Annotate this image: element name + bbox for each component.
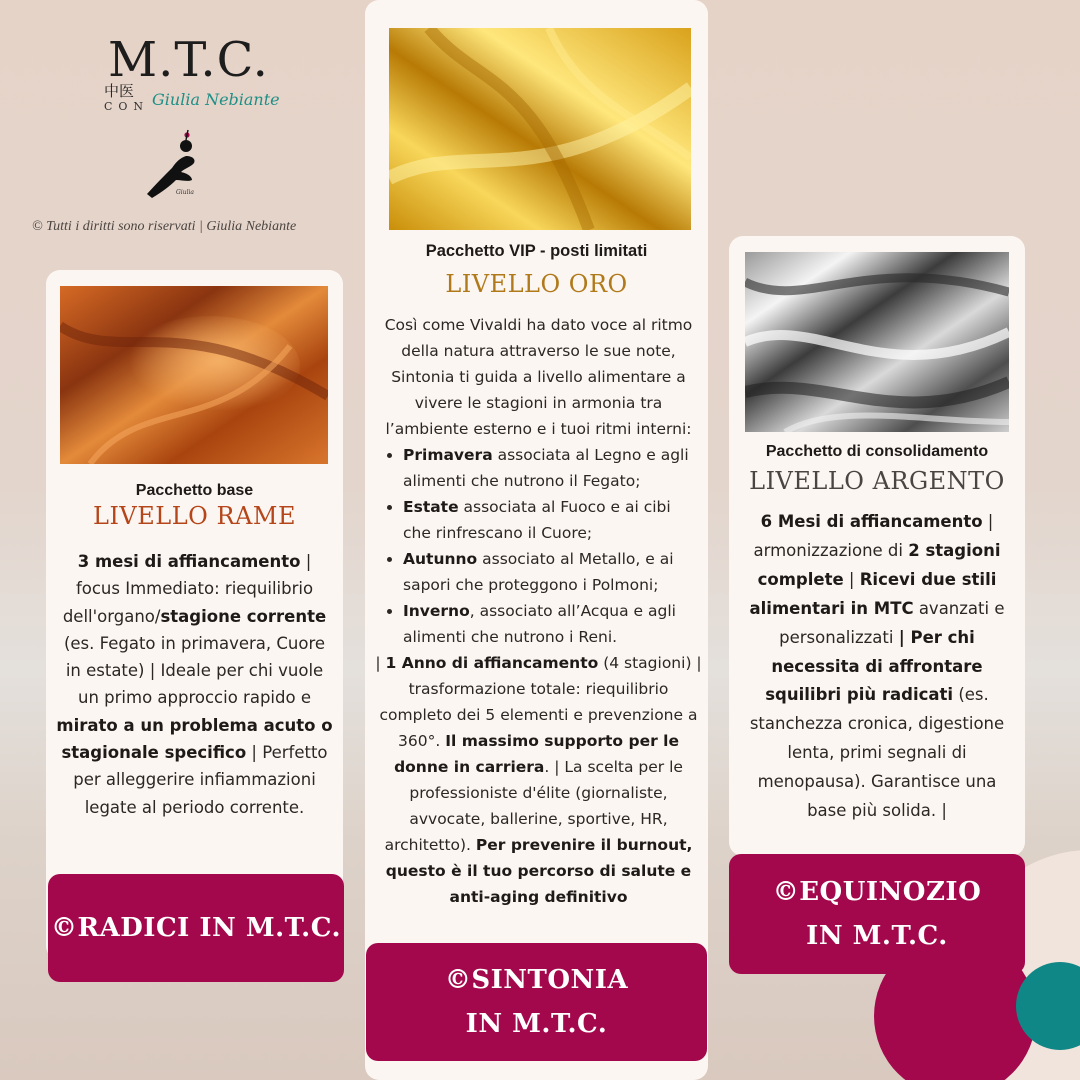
highlight-text: Ricevi due stili alimentari in MTC bbox=[749, 569, 997, 618]
package-card-argento bbox=[729, 236, 1025, 856]
highlight-text: | Per chi necessita di affrontare squilibri più radicati bbox=[765, 627, 983, 705]
package-subtitle: Pacchetto base bbox=[135, 482, 254, 499]
copper-satin-image bbox=[60, 286, 328, 464]
body-text: (es. Fegato in primavera, Cuore in estate) | Ideale per chi vuole un primo approccio rapido e bbox=[63, 633, 326, 708]
silver-liquid-metal-image bbox=[745, 252, 1009, 432]
highlight-text: Per prevenire il burnout, questo è il tuo percorso di salute e anti-aging definitivo bbox=[385, 836, 693, 906]
season-name: Primavera bbox=[403, 446, 493, 464]
logo-title: M.T.C. bbox=[108, 32, 269, 88]
cta-label-line-2: IN M.T.C. bbox=[465, 1009, 608, 1039]
copyright-text: © Tutti i diritti sono riservati | Giulia Nebiante bbox=[32, 219, 297, 234]
body-text: (4 stagioni) | trasformazione totale: riequilibrio completo dei 5 elementi e prevenzione a 360°. bbox=[379, 654, 702, 750]
equinozio-cta-button[interactable] bbox=[729, 854, 1025, 974]
cta-label-line-1: ©SINTONIA bbox=[444, 965, 629, 995]
radici-cta-button[interactable] bbox=[48, 874, 344, 982]
season-name: Estate bbox=[403, 498, 459, 516]
body-text: | Perfetto per alleggerire infiammazioni legate al periodo corrente. bbox=[73, 743, 328, 817]
season-item bbox=[403, 494, 702, 546]
season-item bbox=[403, 598, 702, 650]
body-text: | focus Immediato: riequilibrio dell'organo/ bbox=[62, 552, 314, 626]
body-text: | bbox=[375, 654, 386, 672]
logo-con-label: CON bbox=[104, 100, 150, 113]
hand-holding-fruit-icon bbox=[142, 126, 210, 206]
cta-label-line-1: ©EQUINOZIO bbox=[772, 877, 982, 907]
season-item bbox=[403, 546, 702, 598]
highlight-text: 2 stagioni complete bbox=[757, 540, 1001, 589]
package-description bbox=[56, 548, 333, 821]
seasons-list bbox=[375, 442, 702, 650]
season-description: associata al Fuoco e ai cibi che rinfrescano il Cuore; bbox=[403, 498, 671, 542]
highlight-text: Il massimo supporto per le donne in carriera bbox=[394, 732, 679, 776]
outro-paragraph bbox=[375, 650, 702, 910]
svg-text:Giulia: Giulia bbox=[176, 189, 194, 196]
body-text: . | La scelta per le professioniste d'élite (giornaliste, avvocate, ballerine, sportive, HR, architetto). bbox=[384, 758, 683, 854]
highlight-text: mirato a un problema acuto o stagionale specifico bbox=[56, 715, 333, 763]
logo-signature: Giulia Nebiante bbox=[152, 90, 280, 109]
body-text: avanzati e personalizzati bbox=[779, 598, 1005, 647]
season-description: , associato all’Acqua e agli alimenti che nutrono i Reni. bbox=[403, 602, 676, 646]
season-description: associata al Legno e agli alimenti che nutrono il Fegato; bbox=[403, 446, 689, 490]
highlight-text: 1 Anno di affiancamento bbox=[385, 654, 599, 672]
gold-satin-image bbox=[389, 28, 691, 230]
season-name: Autunno bbox=[403, 550, 478, 568]
logo-han-characters: 中医 bbox=[104, 82, 135, 100]
cta-label-line-2: IN M.T.C. bbox=[806, 921, 948, 951]
highlight-text: 3 mesi di affiancamento bbox=[77, 552, 301, 571]
package-subtitle: Pacchetto VIP - posti limitati bbox=[425, 242, 648, 260]
season-description: associato al Metallo, e ai sapori che proteggono i Polmoni; bbox=[403, 550, 674, 594]
highlight-text: stagione corrente bbox=[160, 606, 327, 626]
season-name: Inverno bbox=[403, 602, 470, 620]
body-text: | armonizzazione di bbox=[753, 512, 994, 560]
package-card-oro bbox=[365, 0, 708, 1080]
brand-logo bbox=[60, 30, 320, 220]
sintonia-cta-button[interactable] bbox=[366, 943, 707, 1061]
package-description bbox=[737, 508, 1017, 826]
level-title-rame: LIVELLO RAME bbox=[93, 502, 296, 530]
package-description bbox=[375, 312, 702, 910]
season-item bbox=[403, 442, 702, 494]
level-title-argento: LIVELLO ARGENTO bbox=[749, 467, 1005, 495]
level-title-oro: LIVELLO ORO bbox=[445, 270, 628, 298]
body-text: (es. stanchezza cronica, digestione lenta, primi segnali di menopausa). Garantisce una base più solida. | bbox=[749, 685, 1005, 821]
package-subtitle: Pacchetto di consolidamento bbox=[765, 443, 989, 460]
package-card-rame bbox=[46, 270, 343, 960]
intro-paragraph: Così come Vivaldi ha dato voce al ritmo della natura attraverso le sue note, Sintonia ti guida a livello alimentare a vivere le stagioni in armonia tra l’ambiente esterno e i tuoi ritmi interni: bbox=[384, 316, 693, 438]
highlight-text: 6 Mesi di affiancamento bbox=[760, 512, 983, 531]
body-text: | bbox=[843, 569, 860, 589]
cta-label: ©RADICI IN M.T.C. bbox=[50, 913, 342, 943]
